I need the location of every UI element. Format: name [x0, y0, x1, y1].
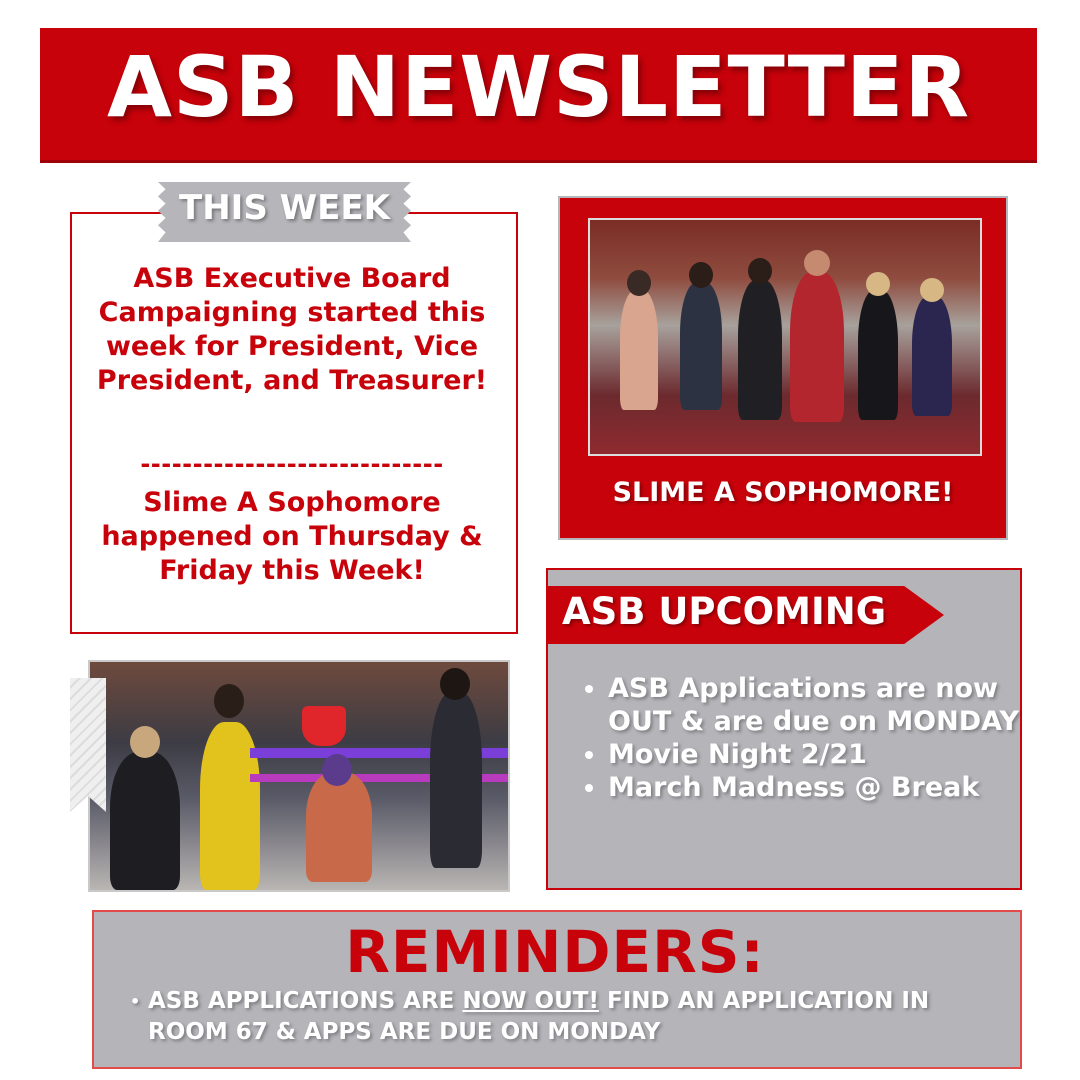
upcoming-item-applications: • ASB Applications are now OUT & are due on MONDAY	[608, 672, 1038, 738]
reminders-text-start: ASB APPLICATIONS ARE	[148, 988, 463, 1014]
upcoming-list	[576, 672, 1038, 804]
reminders-text-underlined: NOW OUT!	[462, 988, 599, 1014]
reminders-title: REMINDERS:	[345, 918, 765, 986]
this-week-item-campaigning: ASB Executive Board Campaigning started this week for President, Vice President, and Treasurer!	[96, 263, 488, 396]
header-banner	[40, 28, 1037, 160]
upcoming-item-march-madness: • March Madness @ Break	[608, 771, 1038, 804]
upcoming-item-movie-night: • Movie Night 2/21	[608, 738, 1038, 771]
this-week-separator: -----------------------------	[140, 450, 444, 478]
reminders-text	[130, 986, 998, 1048]
upcoming-title: ASB UPCOMING	[562, 590, 887, 633]
reminders-text-end: FIND AN APPLICATION IN ROOM 67 & APPS ARE DUE ON MONDAY	[148, 988, 930, 1045]
bullet-icon: •	[130, 992, 141, 1011]
slime-event-photo	[88, 660, 510, 892]
tape-decoration	[70, 678, 106, 812]
slime-photo-caption: SLIME A SOPHOMORE!	[612, 477, 954, 508]
this-week-label: THIS WEEK	[179, 188, 390, 228]
slime-group-photo	[588, 218, 982, 456]
this-week-item-slime: Slime A Sophomore happened on Thursday & Friday this Week!	[101, 487, 483, 586]
newsletter-title: ASB NEWSLETTER	[106, 38, 971, 136]
